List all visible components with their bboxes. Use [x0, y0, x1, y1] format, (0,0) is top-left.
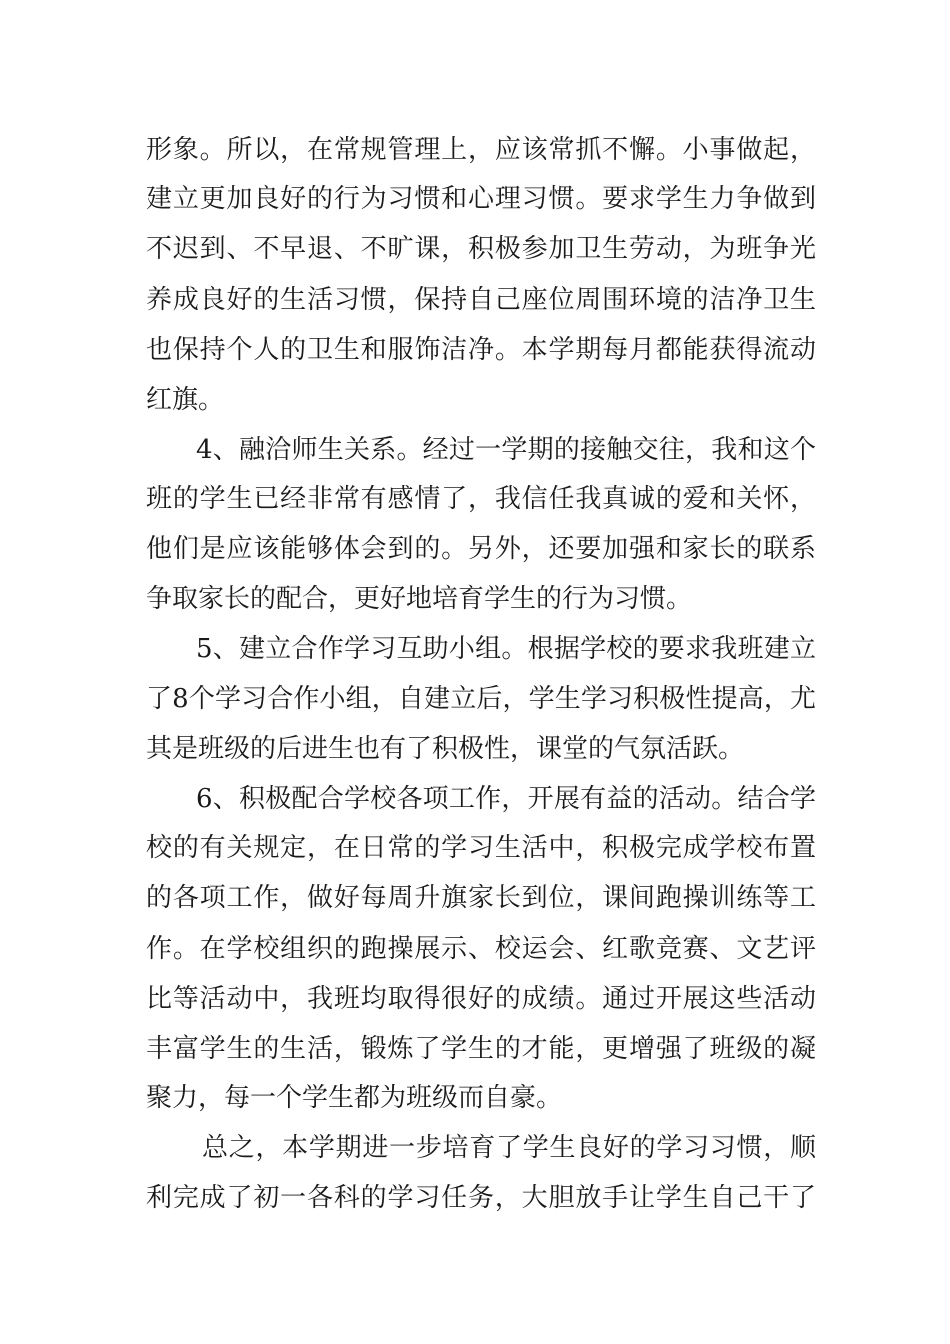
text-line: 养成良好的生活习惯，保持自己座位周围环境的洁净卫生: [146, 285, 816, 315]
text-line: 的各项工作，做好每周升旗家长到位，课间跑操训练等工: [146, 883, 816, 913]
text-line: 其是班级的后进生也有了积极性，课堂的气氛活跃。: [146, 734, 745, 764]
text-line: 建立更加良好的行为习惯和心理习惯。要求学生力争做到: [146, 184, 816, 214]
text-line: 了8个学习合作小组，自建立后，学生学习积极性提高，尤: [146, 684, 816, 714]
paragraph-first-line: 5、建立合作学习互助小组。根据学校的要求我班建立: [196, 634, 816, 664]
text-line: 班的学生已经非常有感情了，我信任我真诚的爱和关怀，: [146, 484, 816, 514]
text-line: 争取家长的配合，更好地培育学生的行为习惯。: [146, 584, 693, 614]
text-line: 红旗。: [146, 385, 225, 415]
text-line: 也保持个人的卫生和服饰洁净。本学期每月都能获得流动: [146, 335, 816, 365]
text-line: 聚力，每一个学生都为班级而自豪。: [146, 1083, 563, 1113]
paragraph-first-line: 4、融洽师生关系。经过一学期的接触交往，我和这个: [196, 435, 816, 465]
text-line: 比等活动中，我班均取得很好的成绩。通过开展这些活动: [146, 984, 816, 1014]
text-line: 形象。所以，在常规管理上，应该常抓不懈。小事做起，: [146, 135, 816, 165]
text-line: 他们是应该能够体会到的。另外，还要加强和家长的联系: [146, 534, 816, 564]
paragraph-first-line: 总之，本学期进一步培育了学生良好的学习习惯，顺: [202, 1133, 816, 1163]
text-line: 丰富学生的生活，锻炼了学生的才能，更增强了班级的凝: [146, 1034, 816, 1064]
text-line: 利完成了初一各科的学习任务，大胆放手让学生自己干了: [146, 1183, 816, 1213]
text-line: 不迟到、不早退、不旷课，积极参加卫生劳动，为班争光: [146, 234, 816, 264]
text-line: 校的有关规定，在日常的学习生活中，积极完成学校布置: [146, 833, 816, 863]
paragraph-first-line: 6、积极配合学校各项工作，开展有益的活动。结合学: [196, 784, 816, 814]
text-line: 作。在学校组织的跑操展示、校运会、红歌竞赛、文艺评: [146, 934, 816, 964]
